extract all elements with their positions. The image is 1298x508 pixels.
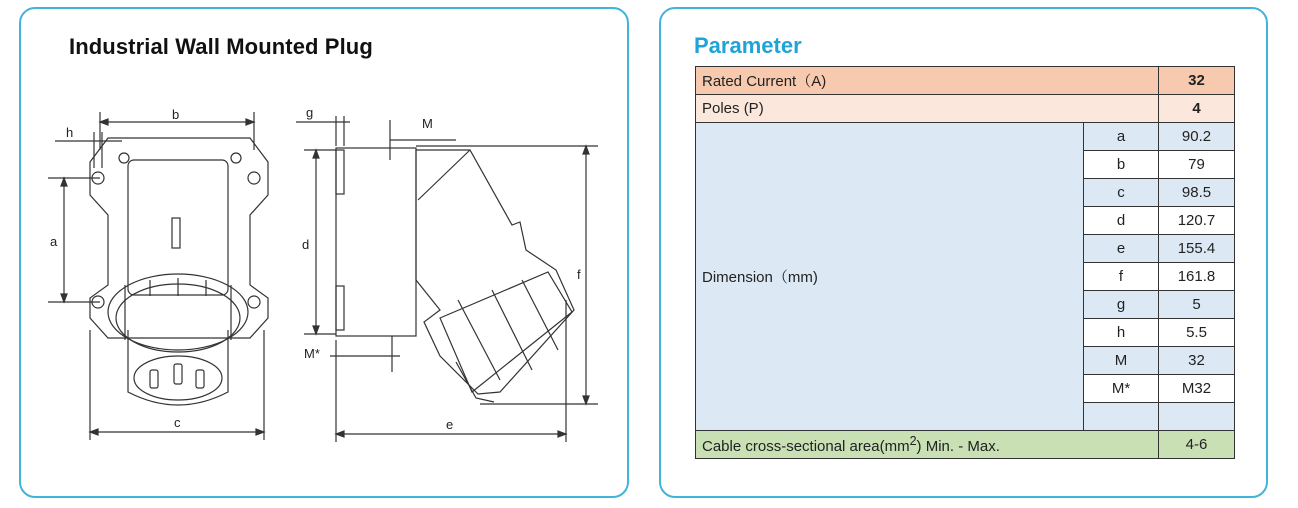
dimension-symbol: f [1084, 263, 1159, 291]
dimension-value [1159, 403, 1235, 431]
dim-label-h: h [66, 125, 74, 140]
dimension-value: 5 [1159, 291, 1235, 319]
dimension-symbol: g [1084, 291, 1159, 319]
dimension-value: 5.5 [1159, 319, 1235, 347]
cable-label-post: ) Min. - Max. [916, 438, 1000, 455]
dim-label-f: f [577, 267, 581, 282]
poles-label: Poles (P) [696, 95, 1159, 123]
cable-label-sup: 2 [909, 434, 917, 448]
dimension-label: Dimension（mm) [696, 123, 1084, 431]
parameter-table [695, 66, 1235, 459]
dimension-symbol: d [1084, 207, 1159, 235]
drawing-title: Industrial Wall Mounted Plug [69, 34, 373, 59]
front-view [48, 112, 268, 440]
dim-label-Mstar: M* [304, 346, 320, 361]
dim-label-e: e [446, 417, 454, 432]
parameter-card [659, 7, 1268, 498]
rated-current-label: Rated Current（A) [696, 67, 1159, 95]
poles-row [696, 95, 1235, 123]
dimension-symbol [1084, 403, 1159, 431]
parameter-heading: Parameter [694, 33, 802, 58]
poles-value: 4 [1159, 95, 1235, 123]
dimension-symbol: M [1084, 347, 1159, 375]
dimension-value: 90.2 [1159, 123, 1235, 151]
rated-current-value: 32 [1159, 67, 1235, 95]
dimension-symbol: e [1084, 235, 1159, 263]
plug-technical-drawing [0, 0, 640, 508]
rated-current-row [696, 67, 1235, 95]
dim-label-d: d [302, 237, 310, 252]
cable-row [696, 431, 1235, 459]
cable-value: 4-6 [1159, 431, 1235, 459]
dimension-value: 120.7 [1159, 207, 1235, 235]
dimension-value: 98.5 [1159, 179, 1235, 207]
dimension-value: 161.8 [1159, 263, 1235, 291]
table-row [696, 123, 1235, 151]
dim-label-a: a [50, 234, 58, 249]
side-view [296, 116, 598, 442]
dimension-value: 79 [1159, 151, 1235, 179]
dim-label-c: c [174, 415, 181, 430]
dimension-symbol: h [1084, 319, 1159, 347]
dimension-value: M32 [1159, 375, 1235, 403]
dim-label-b: b [172, 107, 180, 122]
dimension-symbol: b [1084, 151, 1159, 179]
dimension-value: 155.4 [1159, 235, 1235, 263]
dim-label-g: g [306, 105, 314, 120]
cable-label-pre: Cable cross-sectional area(mm [702, 438, 910, 455]
dimension-symbol: c [1084, 179, 1159, 207]
dimension-value: 32 [1159, 347, 1235, 375]
dimension-symbol: a [1084, 123, 1159, 151]
dimension-symbol: M* [1084, 375, 1159, 403]
cable-label [696, 431, 1159, 459]
dim-label-M: M [422, 116, 433, 131]
